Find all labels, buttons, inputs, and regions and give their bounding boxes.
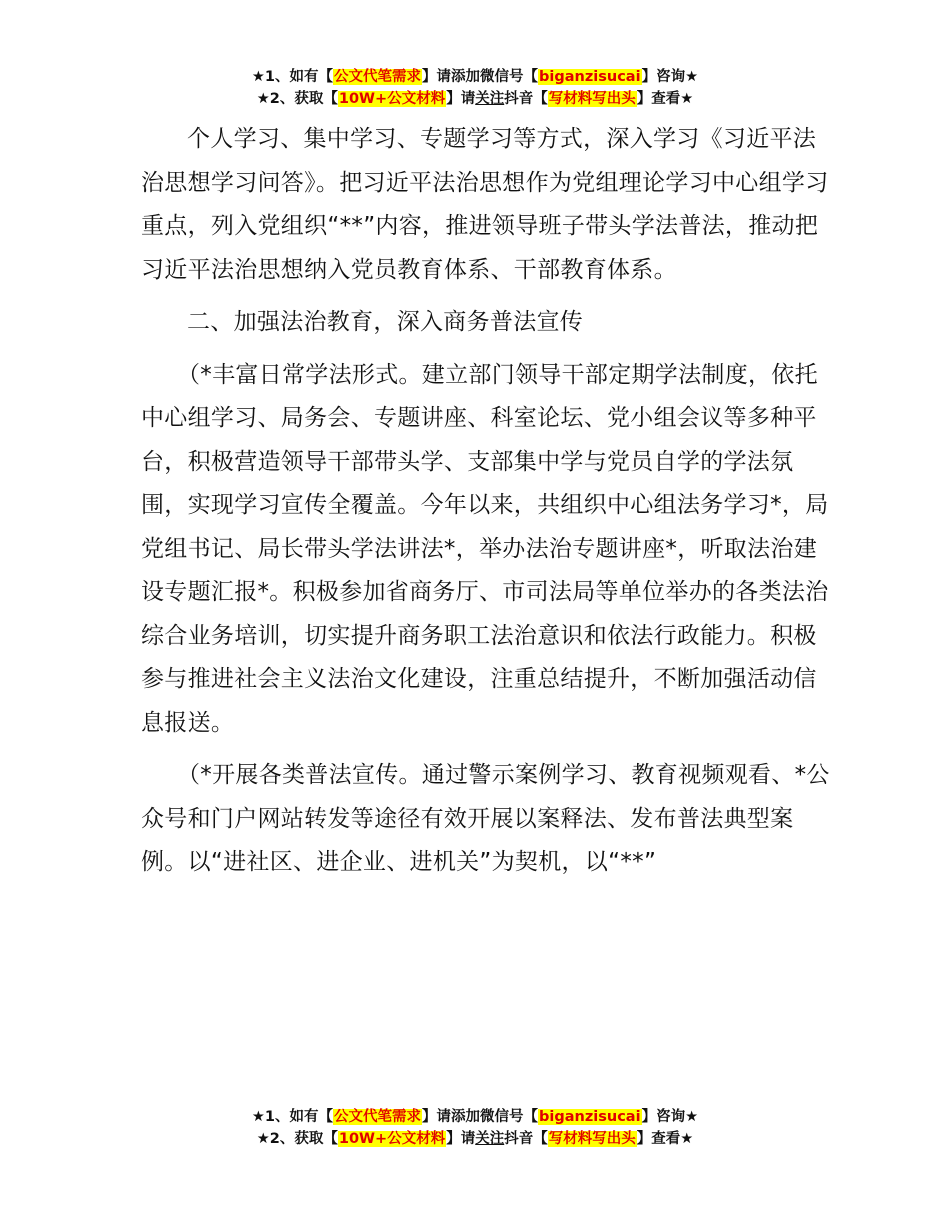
footer-line-1-middle2: 微信号【 <box>480 1109 539 1125</box>
star-icon: ★ <box>251 69 265 85</box>
footer-banner <box>0 1106 950 1150</box>
footer-line-2-prefix: 2、获取【 <box>269 1131 338 1147</box>
header-line-2 <box>0 88 950 110</box>
header-line-1-prefix: 1、如有【 <box>264 69 334 85</box>
footer-line-1-bold: 加 <box>465 1109 481 1125</box>
header-highlight-douyin: 写材料写出头 <box>548 91 636 107</box>
paragraph-legal-publicity: （*开展各类普法宣传。通过警示案例学习、教育视频观看、*公众号和门户网站转发等途径有效开展以案释法、发布普法典型案例。以“进社区、进企业、进机关”为契机，以“**” <box>141 762 830 875</box>
header-line-2-follow: 关注 <box>475 91 505 107</box>
paragraph-study-methods: 个人学习、集中学习、专题学习等方式，深入学习《习近平法治思想学习问答》。把习近平法治思想作为党组理论学习中心组学习重点，列入党组织“**”内容，推进领导班子带头学法普法，推动把习近平法治思想纳入党员教育体系、干部教育体系。 <box>141 126 829 283</box>
footer-line-1-prefix: 1、如有【 <box>264 1109 334 1125</box>
header-highlight-materials: 10W+公文材料 <box>338 91 446 107</box>
footer-line-1-suffix: 】咨询 <box>641 1109 686 1125</box>
footer-line-2 <box>0 1128 950 1150</box>
header-line-1-middle1: 】请添 <box>422 69 466 85</box>
star-icon: ★ <box>256 1131 270 1147</box>
footer-line-2-middle2: 抖音【 <box>504 1131 548 1147</box>
footer-highlight-douyin: 写材料写出头 <box>548 1131 636 1147</box>
footer-line-1 <box>0 1106 950 1128</box>
header-line-2-middle1: 】请 <box>446 91 476 107</box>
star-icon: ★ <box>680 91 694 107</box>
star-icon: ★ <box>256 91 270 107</box>
header-line-2-suffix: 】查看 <box>636 91 681 107</box>
header-line-1-bold: 加 <box>465 69 481 85</box>
document-body <box>141 118 831 894</box>
footer-highlight-materials: 10W+公文材料 <box>338 1131 446 1147</box>
star-icon: ★ <box>251 1109 265 1125</box>
footer-highlight-ghostwriting: 公文代笔需求 <box>334 1109 422 1125</box>
star-icon: ★ <box>685 69 699 85</box>
header-highlight-ghostwriting: 公文代笔需求 <box>334 69 422 85</box>
header-line-1-suffix: 】咨询 <box>641 69 686 85</box>
star-icon: ★ <box>680 1131 694 1147</box>
footer-line-2-follow: 关注 <box>475 1131 505 1147</box>
footer-line-1-middle1: 】请添 <box>422 1109 466 1125</box>
header-line-1 <box>0 66 950 88</box>
footer-highlight-wechat-id: biganzisucai <box>539 1109 641 1125</box>
header-line-1-middle2: 微信号【 <box>480 69 539 85</box>
star-icon: ★ <box>685 1109 699 1125</box>
section-heading-legal-education: 二、加强法治教育，深入商务普法宣传 <box>187 309 584 335</box>
header-line-2-middle2: 抖音【 <box>504 91 548 107</box>
header-banner <box>0 66 950 110</box>
header-line-2-prefix: 2、获取【 <box>269 91 338 107</box>
paragraph-daily-legal-study: （*丰富日常学法形式。建立部门领导干部定期学法制度，依托中心组学习、局务会、专题讲座、科室论坛、党小组会议等多种平台，积极营造领导干部带头学、支部集中学与党员自学的学法氛围，实现学习宣传全覆盖。今年以来，共组织中心组法务学习*，局党组书记、局长带头学法讲法*，举办法治专题讲座*，听取法治建设专题汇报*。积极参加省商务厅、市司法局等单位举办的各类法治综合业务培训，切实提升商务职工法治意识和依法行政能力。积极参与推进社会主义法治文化建设，注重总结提升，不断加强活动信息报送。 <box>141 361 829 736</box>
footer-line-2-suffix: 】查看 <box>636 1131 681 1147</box>
header-highlight-wechat-id: biganzisucai <box>539 69 641 85</box>
footer-line-2-middle1: 】请 <box>446 1131 476 1147</box>
